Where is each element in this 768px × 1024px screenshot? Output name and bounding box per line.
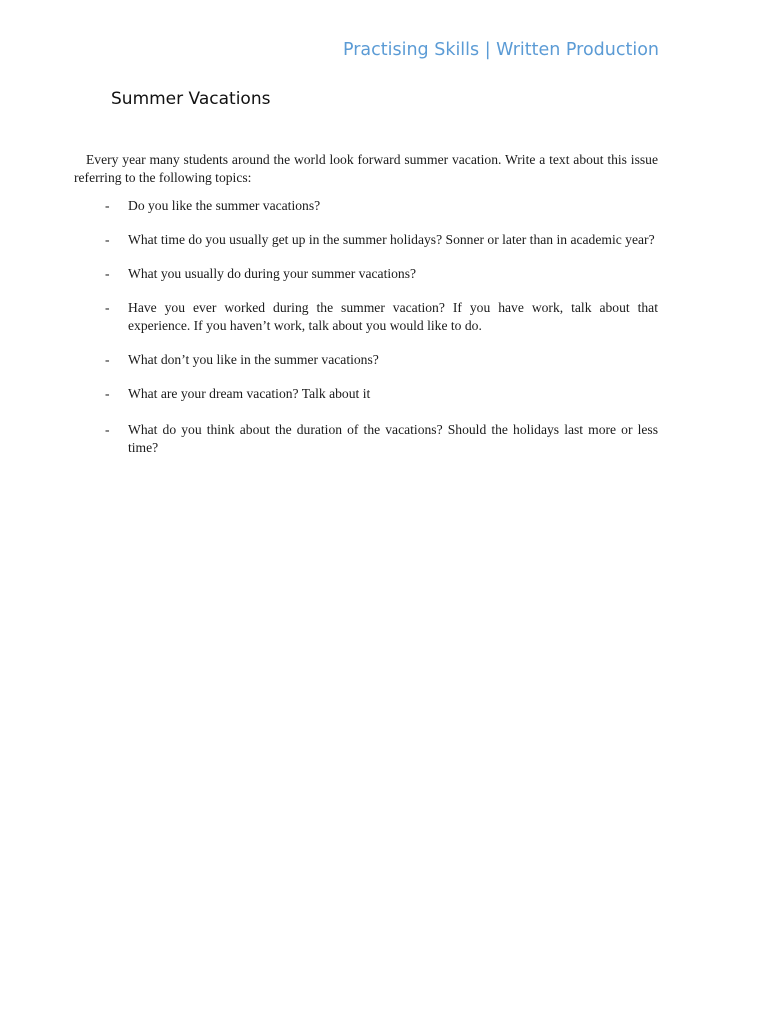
topic-item	[74, 197, 658, 215]
topic-list	[74, 197, 658, 473]
topic-item	[74, 421, 658, 457]
bullet-dash: -	[105, 422, 110, 437]
bullet-dash: -	[105, 198, 110, 213]
topic-item	[74, 265, 658, 283]
bullet-dash: -	[105, 232, 110, 247]
intro-paragraph: Every year many students around the world look forward summer vacation. Write a text about this issue referring to the following topics:	[74, 152, 658, 185]
bullet-dash: -	[105, 300, 110, 315]
topic-text: What are your dream vacation? Talk about it	[128, 386, 371, 401]
bullet-dash: -	[105, 386, 110, 401]
bullet-dash: -	[105, 352, 110, 367]
page-header-title: Practising Skills | Written Production	[342, 40, 659, 60]
topic-text: What time do you usually get up in the summer holidays? Sonner or later than in academic year?	[128, 232, 655, 247]
topic-text: What don’t you like in the summer vacations?	[128, 352, 379, 367]
topic-text: What do you think about the duration of the vacations? Should the holidays last more or less time?	[128, 422, 658, 455]
topic-item	[74, 299, 658, 335]
bullet-dash: -	[105, 266, 110, 281]
topic-item	[74, 351, 658, 369]
topic-text: Have you ever worked during the summer vacation? If you have work, talk about that experience. If you haven’t work, talk about you would like to do.	[128, 300, 658, 333]
topic-item	[74, 385, 658, 403]
document-title: Summer Vacations	[111, 89, 271, 109]
topic-text: Do you like the summer vacations?	[128, 198, 321, 213]
topic-item	[74, 231, 658, 249]
topic-text: What you usually do during your summer vacations?	[128, 266, 417, 281]
